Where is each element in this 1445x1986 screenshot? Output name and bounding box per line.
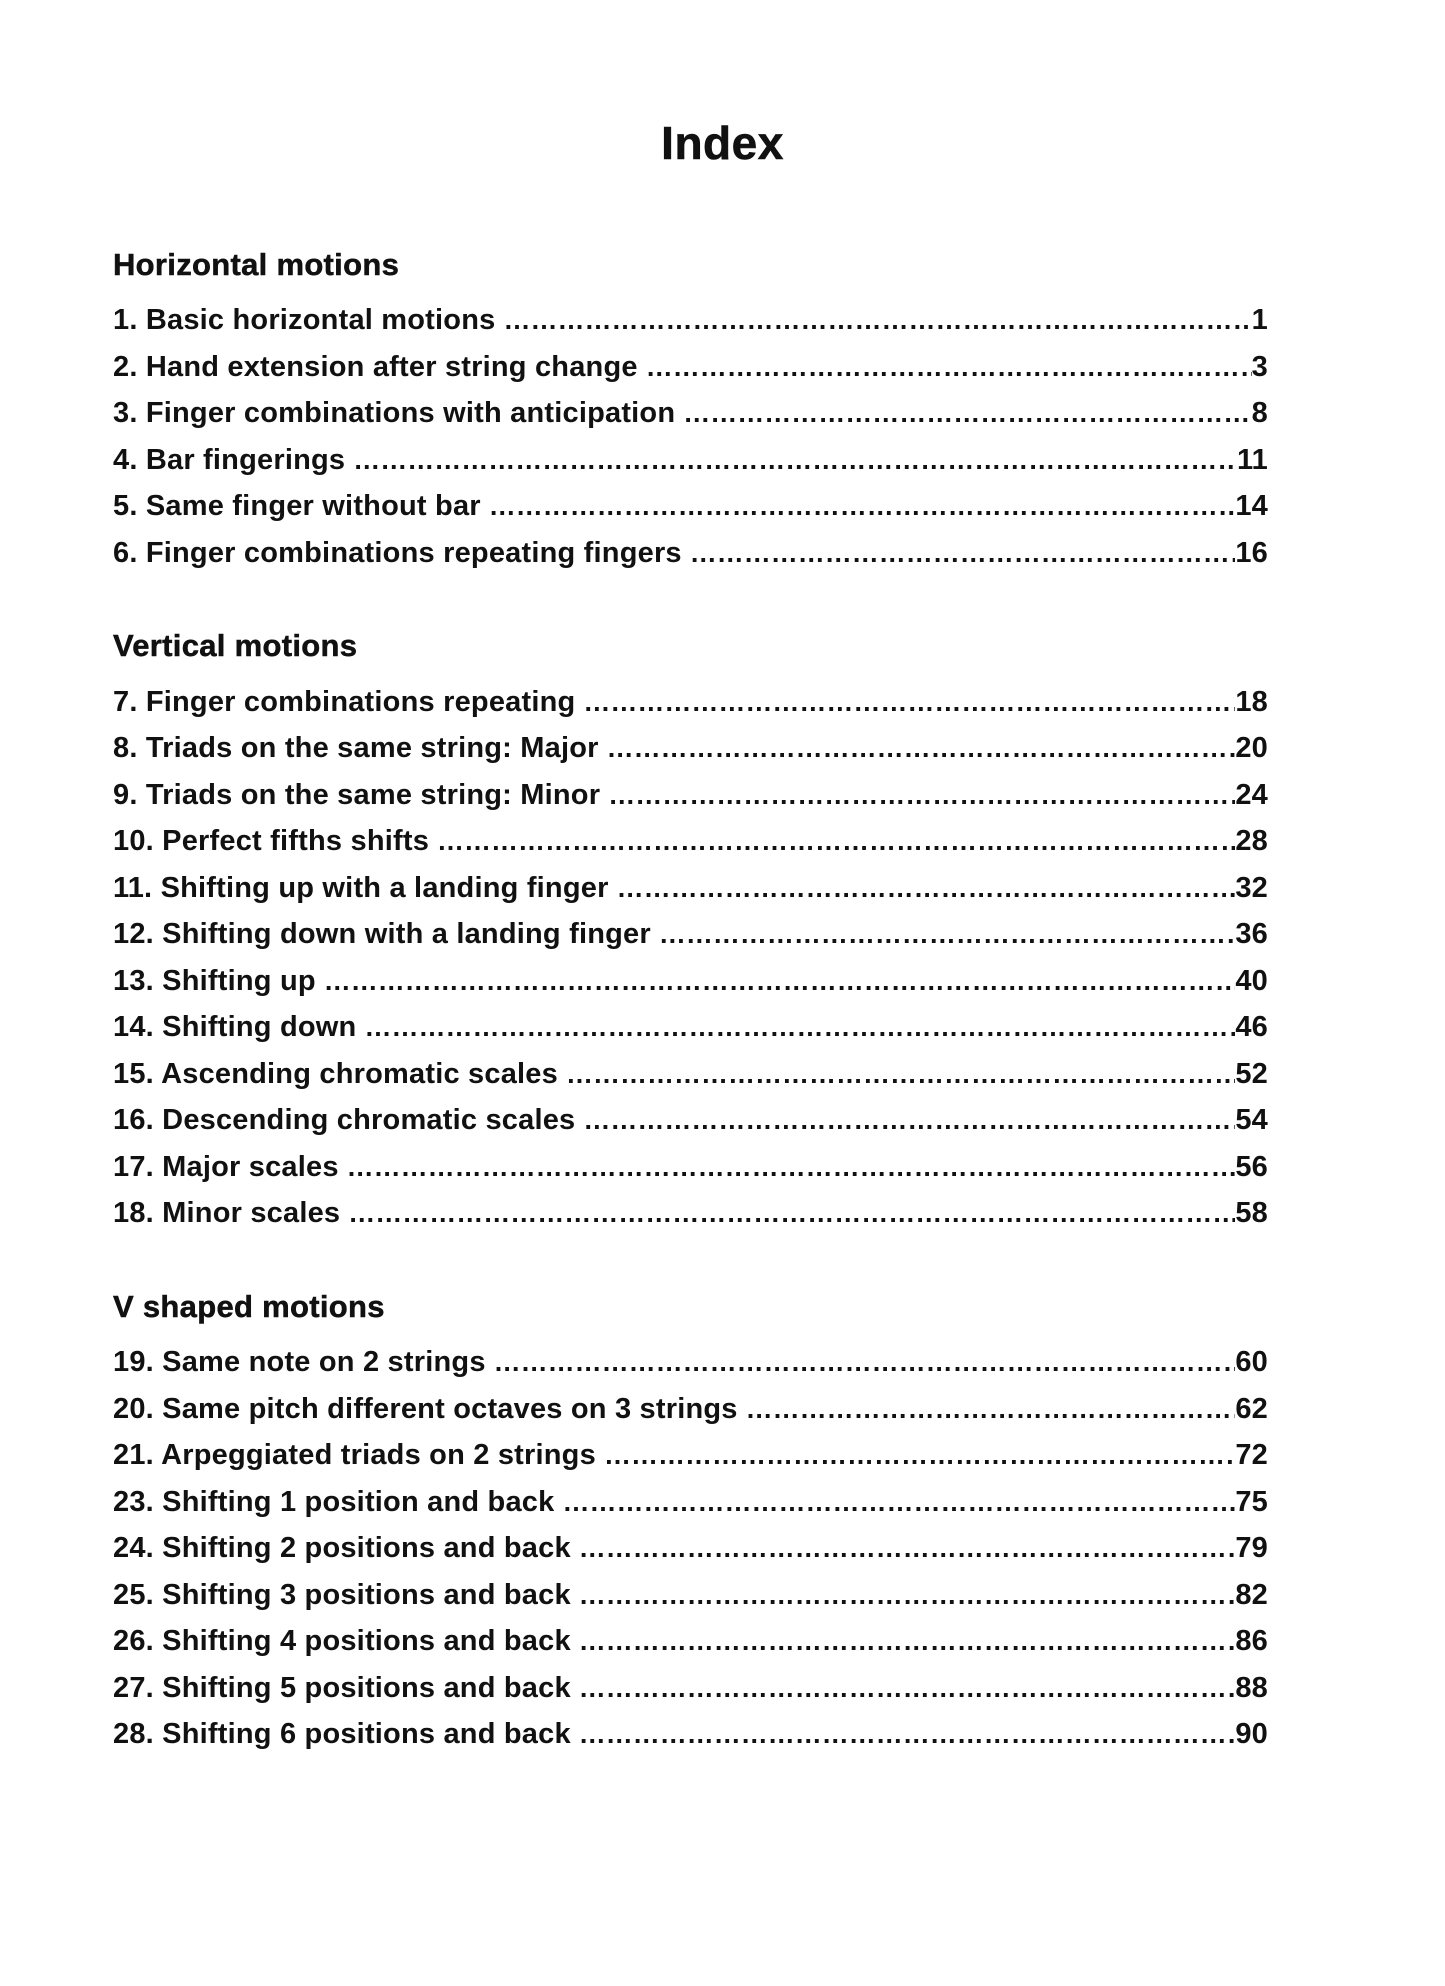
toc-entry-page: 58 <box>1235 1197 1268 1230</box>
toc-entry-page: 32 <box>1235 871 1268 904</box>
dot-leader <box>353 437 1237 484</box>
toc-entry-label: 2. Hand extension after string change <box>113 350 638 383</box>
toc-entry-label: 28. Shifting 6 positions and back <box>113 1718 571 1751</box>
toc-entry <box>113 1339 1268 1386</box>
toc-sections <box>113 245 1268 1757</box>
dot-leader <box>659 911 1235 958</box>
toc-entry-page: 62 <box>1235 1392 1268 1425</box>
toc-entry-page: 28 <box>1235 825 1268 858</box>
toc-entry-label: 12. Shifting down with a landing finger <box>113 918 651 951</box>
toc-entry-label: 1. Basic horizontal motions <box>113 304 496 337</box>
toc-entry-label: 19. Same note on 2 strings <box>113 1346 486 1379</box>
dot-leader <box>579 1711 1236 1758</box>
toc-entry-page: 1 <box>1251 304 1268 337</box>
dot-leader <box>562 1479 1235 1526</box>
toc-entry <box>113 344 1268 391</box>
toc-entry-label: 16. Descending chromatic scales <box>113 1104 576 1137</box>
toc-entry-page: 16 <box>1235 536 1268 569</box>
toc-entry <box>113 1386 1268 1433</box>
section-heading: Horizontal motions <box>113 247 400 283</box>
toc-entry-page: 86 <box>1235 1625 1268 1658</box>
toc-entry-label: 18. Minor scales <box>113 1197 341 1230</box>
dot-leader <box>579 1572 1236 1619</box>
dot-leader <box>579 1618 1236 1665</box>
toc-entry-label: 6. Finger combinations repeating fingers <box>113 536 682 569</box>
toc-section <box>113 1287 1268 1758</box>
toc-entry-label: 3. Finger combinations with anticipation <box>113 397 676 430</box>
toc-entry <box>113 1711 1268 1758</box>
toc-entry-label: 21. Arpeggiated triads on 2 strings <box>113 1439 596 1472</box>
toc-entry-page: 46 <box>1235 1011 1268 1044</box>
dot-leader <box>579 1525 1236 1572</box>
toc-entry <box>113 530 1268 577</box>
toc-entry <box>113 1097 1268 1144</box>
toc-entry <box>113 1190 1268 1237</box>
toc-entry <box>113 958 1268 1005</box>
toc-entry-label: 14. Shifting down <box>113 1011 357 1044</box>
dot-leader <box>566 1051 1235 1098</box>
toc-entry-label: 24. Shifting 2 positions and back <box>113 1532 571 1565</box>
toc-entry-label: 27. Shifting 5 positions and back <box>113 1671 571 1704</box>
toc-entry <box>113 679 1268 726</box>
toc-entry-page: 20 <box>1235 732 1268 765</box>
toc-entry-label: 15. Ascending chromatic scales <box>113 1057 558 1090</box>
dot-leader <box>746 1386 1236 1433</box>
toc-entry-page: 11 <box>1236 443 1268 476</box>
toc-entry-label: 25. Shifting 3 positions and back <box>113 1578 571 1611</box>
toc-entry-label: 17. Major scales <box>113 1150 339 1183</box>
toc-entry-page: 40 <box>1235 964 1268 997</box>
toc-entry-page: 14 <box>1235 490 1268 523</box>
section-rows <box>113 679 1268 1237</box>
dot-leader <box>324 958 1236 1005</box>
section-heading: V shaped motions <box>113 1288 385 1324</box>
toc-entry-label: 5. Same finger without bar <box>113 490 481 523</box>
section-heading: Vertical motions <box>113 628 358 664</box>
toc-entry <box>113 911 1268 958</box>
dot-leader <box>348 1190 1235 1237</box>
toc-entry-label: 9. Triads on the same string: Minor <box>113 778 601 811</box>
toc-entry <box>113 818 1268 865</box>
toc-entry-page: 24 <box>1235 778 1268 811</box>
toc-entry-label: 26. Shifting 4 positions and back <box>113 1625 571 1658</box>
dot-leader <box>583 1097 1235 1144</box>
dot-leader <box>607 725 1236 772</box>
toc-entry-page: 3 <box>1251 350 1268 383</box>
dot-leader <box>347 1144 1236 1191</box>
toc-entry <box>113 772 1268 819</box>
toc-entry-page: 88 <box>1235 1671 1268 1704</box>
toc-entry-page: 54 <box>1235 1104 1268 1137</box>
dot-leader <box>604 1432 1235 1479</box>
toc-entry-label: 8. Triads on the same string: Major <box>113 732 599 765</box>
dot-leader <box>494 1339 1236 1386</box>
toc-entry <box>113 1572 1268 1619</box>
toc-entry-page: 60 <box>1235 1346 1268 1379</box>
toc-entry-page: 18 <box>1235 685 1268 718</box>
toc-content <box>113 245 1268 1757</box>
toc-entry <box>113 1432 1268 1479</box>
toc-entry-label: 13. Shifting up <box>113 964 316 997</box>
dot-leader <box>364 1004 1235 1051</box>
toc-entry <box>113 1618 1268 1665</box>
toc-entry-label: 7. Finger combinations repeating <box>113 685 576 718</box>
toc-entry-page: 36 <box>1235 918 1268 951</box>
toc-entry <box>113 1144 1268 1191</box>
toc-entry <box>113 725 1268 772</box>
dot-leader <box>617 865 1236 912</box>
dot-leader <box>690 530 1236 577</box>
toc-entry <box>113 865 1268 912</box>
toc-entry-label: 11. Shifting up with a landing finger <box>113 871 609 904</box>
toc-entry-label: 23. Shifting 1 position and back <box>113 1485 555 1518</box>
toc-entry-label: 10. Perfect fifths shifts <box>113 825 430 858</box>
document-page <box>0 116 1445 1986</box>
toc-section <box>113 626 1268 1236</box>
toc-section <box>113 245 1268 576</box>
section-rows <box>113 1339 1268 1758</box>
toc-entry-page: 56 <box>1235 1150 1268 1183</box>
toc-entry <box>113 1665 1268 1712</box>
toc-entry-label: 4. Bar fingerings <box>113 443 346 476</box>
toc-entry <box>113 483 1268 530</box>
toc-entry <box>113 390 1268 437</box>
toc-entry <box>113 1004 1268 1051</box>
toc-entry-page: 52 <box>1235 1057 1268 1090</box>
page-title: Index <box>661 117 784 169</box>
toc-entry <box>113 1051 1268 1098</box>
toc-entry-page: 79 <box>1235 1532 1268 1565</box>
dot-leader <box>579 1665 1236 1712</box>
dot-leader <box>608 772 1235 819</box>
section-rows <box>113 297 1268 576</box>
toc-entry <box>113 1525 1268 1572</box>
toc-entry-page: 72 <box>1235 1439 1268 1472</box>
toc-entry <box>113 297 1268 344</box>
toc-entry-label: 20. Same pitch different octaves on 3 strings <box>113 1392 738 1425</box>
dot-leader <box>683 390 1251 437</box>
dot-leader <box>489 483 1236 530</box>
dot-leader <box>646 344 1252 391</box>
toc-entry-page: 90 <box>1235 1718 1268 1751</box>
dot-leader <box>437 818 1235 865</box>
dot-leader <box>583 679 1235 726</box>
dot-leader <box>503 297 1251 344</box>
toc-entry <box>113 437 1268 484</box>
toc-entry-page: 82 <box>1235 1578 1268 1611</box>
toc-entry-page: 8 <box>1251 397 1268 430</box>
toc-entry-page: 75 <box>1235 1485 1268 1518</box>
toc-entry <box>113 1479 1268 1526</box>
